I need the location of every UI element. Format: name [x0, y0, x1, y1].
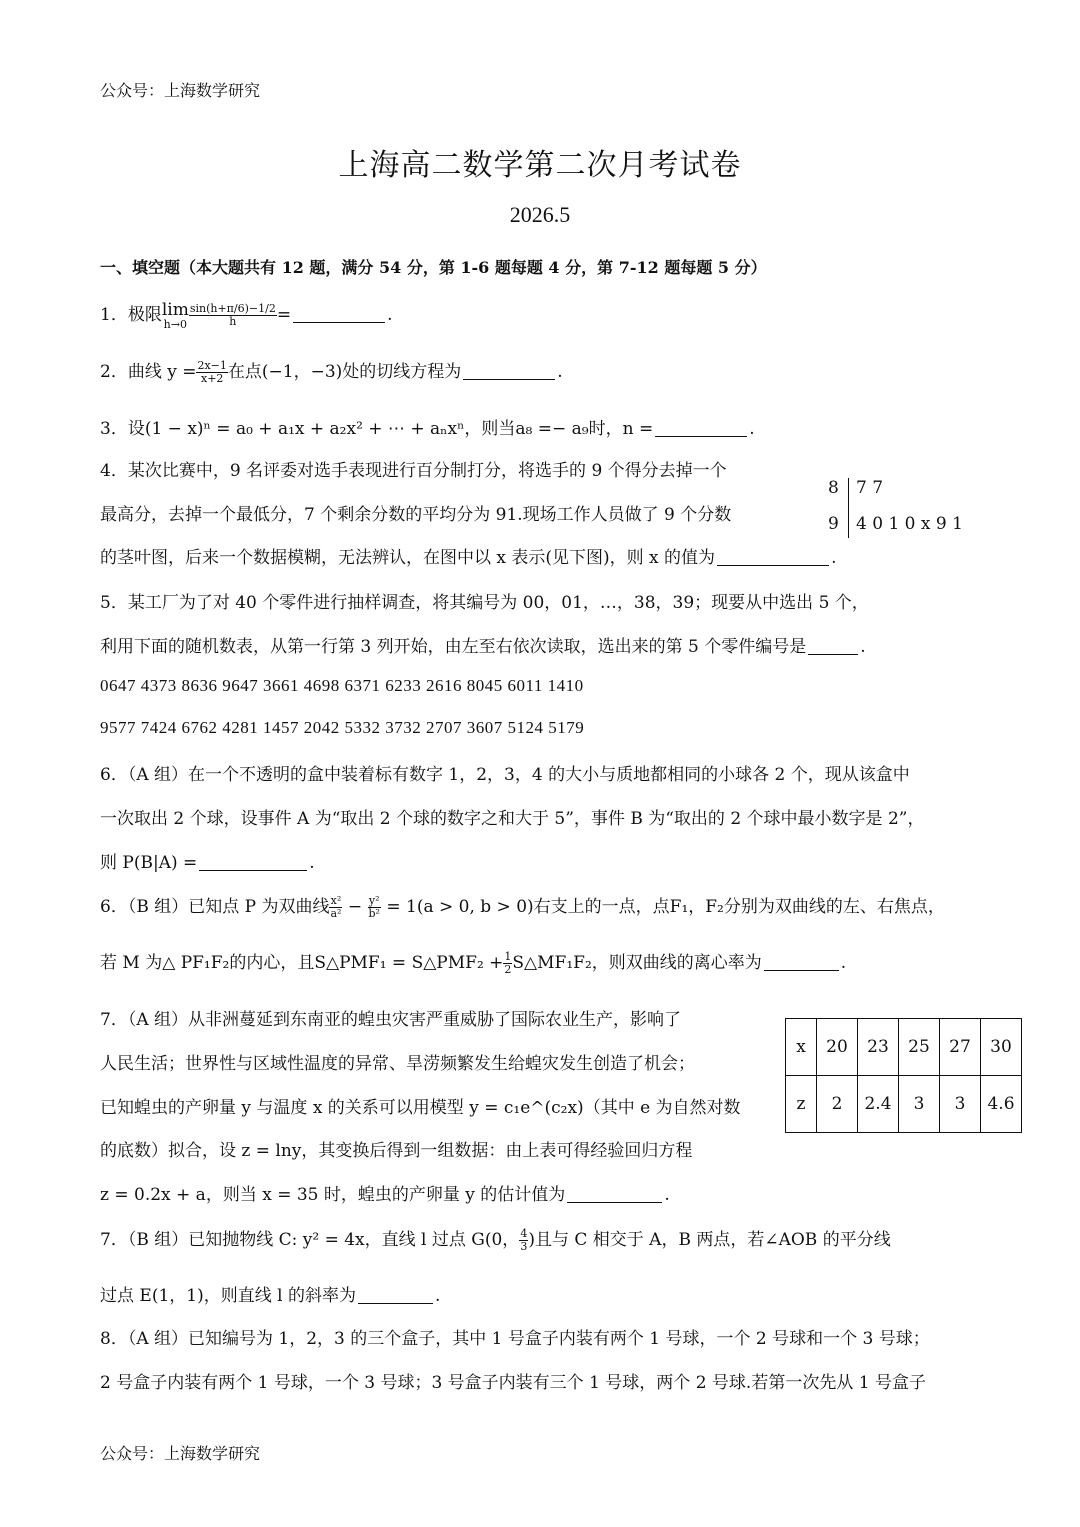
q2-fraction: [196, 360, 227, 385]
leaves-9: 4 0 1 0 x 9 1: [856, 514, 963, 534]
table-cell: 23: [858, 1019, 899, 1076]
q3-text: 3．设(1 − x)ⁿ = a₀ + a₁x + a₂x² + ⋯ + aₙxⁿ，则当a₈ =− a₉时，n =: [100, 419, 654, 439]
q1-equals: =: [276, 305, 292, 325]
random-table-row-1: 0647 4373 8636 9647 3661 4698 6371 6233 2616 8045 6011 1410: [100, 676, 584, 695]
table-cell: 2: [817, 1076, 858, 1133]
q7a-line-2: 人民生活；世界性与区域性温度的异常、旱涝频繁发生给蝗灾发生创造了机会；: [100, 1054, 695, 1074]
q6a-line-1: 6．（A 组）在一个不透明的盒中装着标有数字 1，2，3，4 的大小与质地都相同的小球各 2 个，现从该盒中: [100, 765, 910, 785]
q6b-line-2: [100, 948, 846, 976]
q2-prefix: 2．曲线 y =: [100, 362, 197, 382]
table-row-x: [786, 1019, 1022, 1076]
q4-end: .: [831, 548, 837, 568]
q6b-f3-den: 2: [504, 963, 512, 976]
question-2: [100, 357, 563, 385]
q6b-f1-num: x²: [330, 893, 342, 907]
random-table-row-2: 9577 7424 6762 4281 1457 2042 5332 3732 2707 3607 5124 5179: [100, 718, 585, 737]
q7a-line-1: 7．（A 组）从非洲蔓延到东南亚的蝗虫灾害严重威胁了国际农业生产，影响了: [100, 1010, 681, 1030]
q1-lim-sub: h→0: [163, 317, 187, 331]
table-cell: 20: [817, 1019, 858, 1076]
q2-numerator: 2x−1: [197, 358, 227, 372]
q6a-line-3-text: 则 P(B|A) =: [100, 853, 198, 873]
q6b-f1-den: a²: [330, 907, 342, 920]
q2-denominator: x+2: [200, 372, 224, 385]
q7b-text-post: )且与 C 相交于 A，B 两点，若∠AOB 的平分线: [528, 1230, 891, 1250]
q6b-fraction-y: [368, 895, 381, 920]
stem-row-9: [828, 514, 963, 534]
page-title: 上海高二数学第二次月考试卷: [338, 148, 742, 183]
q4-answer-blank[interactable]: [717, 549, 829, 566]
table-cell: 25: [899, 1019, 940, 1076]
q7b-end: .: [434, 1286, 441, 1306]
q1-denominator: h: [229, 315, 237, 328]
q6b-fraction-x: [329, 895, 342, 920]
q7b-text-pre: 7．（B 组）已知抛物线 C: y² = 4x，直线 l 过点 G(0，: [100, 1230, 520, 1250]
table-cell: 3: [940, 1076, 981, 1133]
q7a-line-5: [100, 1180, 670, 1205]
q6b-text-post: = 1(a > 0, b > 0)右支上的一点，点F₁，F₂分别为双曲线的左、右焦点，: [380, 897, 945, 917]
q5-line-1: 5．某工厂为了对 40 个零件进行抽样调查，将其编号为 00，01，…，38，39；现要从中选出 5 个，: [100, 593, 869, 613]
leaves-8: 7 7: [856, 478, 884, 498]
q6b-f3-num: 1: [504, 949, 512, 963]
question-3: [100, 414, 755, 439]
q3-end: .: [749, 419, 755, 439]
q1-answer-blank[interactable]: [293, 306, 385, 323]
q8-line-1: 8．（A 组）已知编号为 1，2，3 的三个盒子，其中 1 号盒子内装有两个 1 号球，一个 2 号球和一个 3 号球；: [100, 1329, 930, 1349]
q3-answer-blank[interactable]: [655, 420, 747, 437]
q6a-end: .: [309, 853, 315, 873]
table-header-z: z: [786, 1076, 817, 1133]
q4-line-2: 最高分，去掉一个最低分，7 个剩余分数的平均分为 91.现场工作人员做了 9 个分数: [100, 505, 732, 525]
q6b-minus: −: [342, 897, 368, 917]
stem-row-8: [828, 478, 884, 498]
q7a-end: .: [664, 1185, 670, 1205]
page-header: 公众号：上海数学研究: [100, 81, 261, 100]
q7b-f-num: 4: [520, 1226, 528, 1240]
q1-lim-word: lim: [161, 299, 189, 320]
q2-text: 在点(−1，−3)处的切线方程为: [227, 362, 462, 382]
q7b-answer-blank[interactable]: [358, 1287, 433, 1304]
q6b-line2-pre: 若 M 为△ PF₁F₂的内心，且S△PMF₁ = S△PMF₂ +: [100, 953, 504, 973]
exam-date: 2026.5: [509, 202, 571, 227]
q4-line-1: 4．某次比赛中，9 名评委对选手表现进行百分制打分，将选手的 9 个得分去掉一个: [100, 461, 727, 481]
q7a-line-3: 已知蝗虫的产卵量 y 与温度 x 的关系可以用模型 y = c₁e^(c₂x)（其中 e 为自然对数: [100, 1098, 741, 1118]
stem-divider: [848, 478, 849, 538]
q1-end: .: [387, 305, 393, 325]
q4-line-3-text: 的茎叶图，后来一个数据模糊，无法辨认，在图中以 x 表示(见下图)，则 x 的值为: [100, 548, 716, 568]
stem-9: 9: [828, 514, 839, 534]
xz-data-table: [785, 1018, 1022, 1133]
q7a-line-5-text: z = 0.2x + a，则当 x = 35 时，蝗虫的产卵量 y 的估计值为: [100, 1185, 566, 1205]
stem-8: 8: [828, 478, 839, 498]
q5-answer-blank[interactable]: [808, 638, 858, 655]
q6a-line-2: 一次取出 2 个球，设事件 A 为“取出 2 个球的数字之和大于 5”，事件 B 为“取出的 2 个球中最小数字是 2”，: [100, 809, 925, 829]
q6b-text-pre: 6．（B 组）已知点 P 为双曲线: [100, 897, 330, 917]
table-cell: 3: [899, 1076, 940, 1133]
q6b-answer-blank[interactable]: [764, 954, 839, 971]
table-header-x: x: [786, 1019, 817, 1076]
q5-end: .: [860, 637, 866, 657]
q1-prefix: 1．极限: [100, 305, 162, 325]
table-cell: 4.6: [981, 1076, 1022, 1133]
q1-limit: [161, 299, 189, 331]
q6a-line-3: [100, 848, 315, 873]
q1-numerator: sin(h+π/6)−1/2: [189, 301, 276, 315]
section-heading: 一、填空题（本大题共有 12 题，满分 54 分，第 1-6 题每题 4 分，第 7-12 题每题 5 分）: [100, 258, 767, 277]
q6b-line-1: [100, 892, 945, 920]
q7b-line-2: [100, 1281, 440, 1306]
table-cell: 30: [981, 1019, 1022, 1076]
q7b-line-2-text: 过点 E(1，1)，则直线 l 的斜率为: [100, 1286, 356, 1306]
q6b-end: .: [840, 953, 847, 973]
q6b-line2-post: S△MF₁F₂，则双曲线的离心率为: [512, 953, 762, 973]
q4-line-3: [100, 543, 836, 568]
q2-end: .: [557, 362, 563, 382]
q6b-f2-num: y²: [368, 893, 380, 907]
q6b-f2-den: b²: [368, 907, 380, 920]
q7a-answer-blank[interactable]: [567, 1186, 662, 1203]
q5-line-2: [100, 632, 866, 657]
table-row-z: [786, 1076, 1022, 1133]
q8-line-2: 2 号盒子内装有两个 1 号球，一个 3 号球；3 号盒子内装有三个 1 号球，两个 2 号球.若第一次先从 1 号盒子: [100, 1373, 926, 1393]
table-cell: 2.4: [858, 1076, 899, 1133]
q7b-fraction: [519, 1228, 528, 1253]
q7b-f-den: 3: [520, 1240, 528, 1253]
q2-answer-blank[interactable]: [463, 363, 555, 380]
q6a-answer-blank[interactable]: [199, 854, 307, 871]
question-1: [100, 300, 392, 330]
table-cell: 27: [940, 1019, 981, 1076]
page-footer: 公众号：上海数学研究: [100, 1444, 261, 1463]
q7b-line-1: [100, 1225, 891, 1253]
q7a-line-4: 的底数）拟合，设 z = lny，其变换后得到一组数据：由上表可得经验回归方程: [100, 1141, 693, 1161]
q1-fraction: [189, 303, 277, 328]
q5-line-2-text: 利用下面的随机数表，从第一行第 3 列开始，由左至右依次读取，选出来的第 5 个零件编号是: [100, 637, 807, 657]
